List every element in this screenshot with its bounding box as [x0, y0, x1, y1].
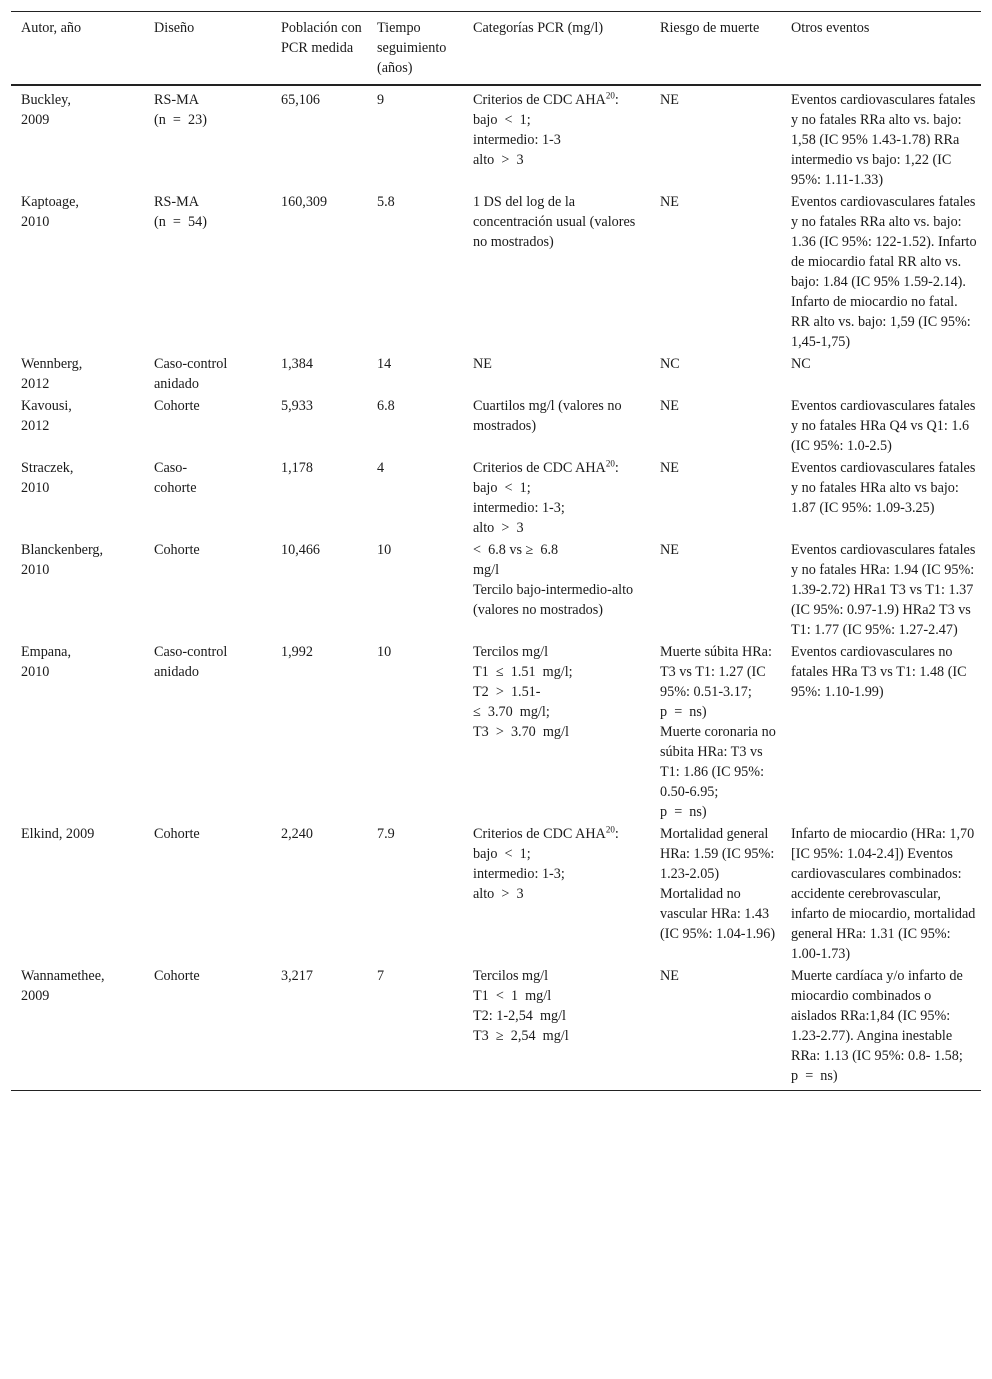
cell-otros: Eventos cardiovasculares fatales y no fatales HRa: 1.94 (IC 95%: 1.39-2.72) HRa1 T3 vs T1: 1.37 (IC 95%: 0.97-1.9) HRa2 T3 vs T1: 1.77 (IC 95%: 1.27-2.47): [791, 542, 976, 638]
cell-otros: Eventos cardiovasculares fatales y no fatales HRa alto vs bajo: 1.87 (IC 95%: 1.09-3.25): [791, 460, 976, 516]
header-row: [11, 12, 981, 86]
cell-diseno: Caso-control anidado: [154, 356, 228, 392]
cell-diseno: Caso- cohorte: [154, 460, 197, 496]
cell-poblacion: 2,240: [281, 826, 313, 842]
cell-riesgo: NE: [660, 542, 679, 558]
header-poblacion: Población con PCR medida: [271, 12, 367, 86]
header-autor: Autor, año: [11, 12, 144, 86]
cell-otros: Infarto de miocardio (HRa: 1,70 [IC 95%: 1.04-2.4]) Eventos cardiovasculares combinados: accidente cerebrovascular, infarto de miocardio, mortalidad general HRa: 1.31 (IC 95%: 1.00-1.73): [791, 826, 976, 962]
cell-autor: Wennberg, 2012: [21, 356, 83, 392]
cell-autor: Wannamethee, 2009: [11, 964, 144, 1091]
cell-diseno: RS-MA (n = 54): [154, 194, 207, 230]
cell-riesgo: Mortalidad general HRa: 1.59 (IC 95%: 1.23-2.05) Mortalidad no vascular HRa: 1.43 (IC 95%: 1.04-1.96): [660, 826, 776, 942]
cell-poblacion: 1,384: [281, 356, 313, 372]
cell-poblacion: 1,992: [281, 644, 313, 660]
cell-tiempo: 4: [377, 460, 385, 476]
cell-diseno: Cohorte: [154, 826, 200, 842]
results-table: [11, 11, 981, 1091]
cell-poblacion: 1,178: [281, 460, 313, 476]
cell-tiempo: 14: [377, 356, 392, 372]
table-body: [11, 85, 981, 1091]
table-header: [11, 12, 981, 86]
cell-riesgo: Muerte súbita HRa: T3 vs T1: 1.27 (IC 95%: 0.51-3.17; p = ns) Muerte coronaria no súbita HRa: T3 vs T1: 1.86 (IC 95%: 0.50-6.95; p = ns): [660, 644, 776, 820]
cell-categorias: Criterios de CDC AHA$^{20}$: bajo < 1; intermedio: 1-3 alto > 3: [473, 90, 619, 168]
cell-autor: Buckley, 2009: [21, 92, 71, 128]
cell-diseno: Caso-control anidado: [154, 644, 228, 680]
header-categorias: Categorías PCR (mg/l): [463, 12, 650, 86]
cell-tiempo: 7: [367, 964, 463, 1091]
cell-diseno: Cohorte: [144, 964, 271, 1091]
table-row: [11, 394, 981, 456]
cell-riesgo: NE: [660, 398, 679, 414]
cell-tiempo: 9: [377, 92, 385, 108]
header-tiempo: Tiempo seguimiento (años): [367, 12, 463, 86]
cell-categorias: < 6.8 vs ≥ 6.8 mg/l Tercilo bajo-intermedio-alto (valores no mostrados): [473, 542, 634, 618]
cell-tiempo: 7.9: [377, 826, 395, 842]
header-otros: Otros eventos: [781, 12, 981, 86]
cell-categorias: Criterios de CDC AHA$^{20}$: bajo < 1; intermedio: 1-3; alto > 3: [473, 458, 619, 536]
cell-categorias: Tercilos mg/l T1 < 1 mg/l T2: 1-2,54 mg/l T3 ≥ 2,54 mg/l: [463, 964, 650, 1091]
header-diseno: Diseño: [144, 12, 271, 86]
cell-autor: Blanckenberg, 2010: [21, 542, 104, 578]
cell-riesgo: NE: [660, 460, 679, 476]
cell-autor: Kaptoage, 2010: [21, 194, 79, 230]
cell-otros: Eventos cardiovasculares fatales y no fatales RRa alto vs. bajo: 1,58 (IC 95% 1.43-1.78) RRa intermedio vs bajo: 1,22 (IC 95%: 1.11-1.33): [791, 92, 976, 188]
cell-tiempo: 10: [377, 542, 392, 558]
cell-autor: Straczek, 2010: [21, 460, 74, 496]
cell-autor: Kavousi, 2012: [21, 398, 72, 434]
cell-poblacion: 65,106: [281, 92, 321, 108]
cell-autor: Empana, 2010: [21, 644, 72, 680]
cell-tiempo: 6.8: [377, 398, 395, 414]
cell-diseno: Cohorte: [154, 398, 200, 414]
cell-categorias: Cuartilos mg/l (valores no mostrados): [473, 398, 622, 434]
cell-categorias: Tercilos mg/l T1 ≤ 1.51 mg/l; T2 > 1.51- ≤ 3.70 mg/l; T3 > 3.70 mg/l: [473, 644, 573, 740]
table-row: [11, 456, 981, 538]
table-row: [11, 822, 981, 964]
cell-riesgo: NE: [660, 194, 679, 210]
table-row: [11, 538, 981, 640]
cell-categorias: Criterios de CDC AHA$^{20}$: bajo < 1; intermedio: 1-3; alto > 3: [473, 824, 619, 902]
cell-riesgo: NE: [660, 92, 679, 108]
cell-riesgo: NC: [660, 356, 680, 372]
cell-otros: NC: [791, 356, 811, 372]
cell-tiempo: 10: [377, 644, 392, 660]
cell-diseno: RS-MA (n = 23): [154, 92, 207, 128]
table-row: [11, 352, 981, 394]
cell-poblacion: 3,217: [271, 964, 367, 1091]
cell-otros: Eventos cardiovasculares fatales y no fatales HRa Q4 vs Q1: 1.6 (IC 95%: 1.0-2.5): [791, 398, 976, 454]
cell-riesgo: NE: [650, 964, 781, 1091]
table-row: [11, 85, 981, 190]
cell-otros: Muerte cardíaca y/o infarto de miocardio combinados o aislados RRa:1,84 (IC 95%: 1.23-2.77). Angina inestable RRa: 1.13 (IC 95%: 0.8- 1.58; p = ns): [781, 964, 981, 1091]
table-row: [11, 190, 981, 352]
cell-categorias: NE: [473, 356, 492, 372]
cell-poblacion: 5,933: [281, 398, 313, 414]
table-row: [11, 640, 981, 822]
cell-otros: Eventos cardiovasculares no fatales HRa T3 vs T1: 1.48 (IC 95%: 1.10-1.99): [791, 644, 967, 700]
cell-autor: Elkind, 2009: [21, 826, 95, 842]
cell-otros: Eventos cardiovasculares fatales y no fatales RRa alto vs. bajo: 1.36 (IC 95%: 122-1.52). Infarto de miocardio fatal RR alto vs. bajo: 1.84 (IC 95% 1.59-2.14). Infarto de miocardio no fatal. RR alto vs. bajo: 1,59 (IC 95%: 1,45-1,75): [791, 194, 977, 350]
table-row: [11, 964, 981, 1091]
cell-categorias: 1 DS del log de la concentración usual (valores no mostrados): [473, 194, 636, 250]
cell-diseno: Cohorte: [154, 542, 200, 558]
cell-poblacion: 10,466: [281, 542, 321, 558]
results-table-container: [11, 11, 981, 1091]
header-riesgo: Riesgo de muerte: [650, 12, 781, 86]
cell-poblacion: 160,309: [281, 194, 328, 210]
cell-tiempo: 5.8: [377, 194, 395, 210]
